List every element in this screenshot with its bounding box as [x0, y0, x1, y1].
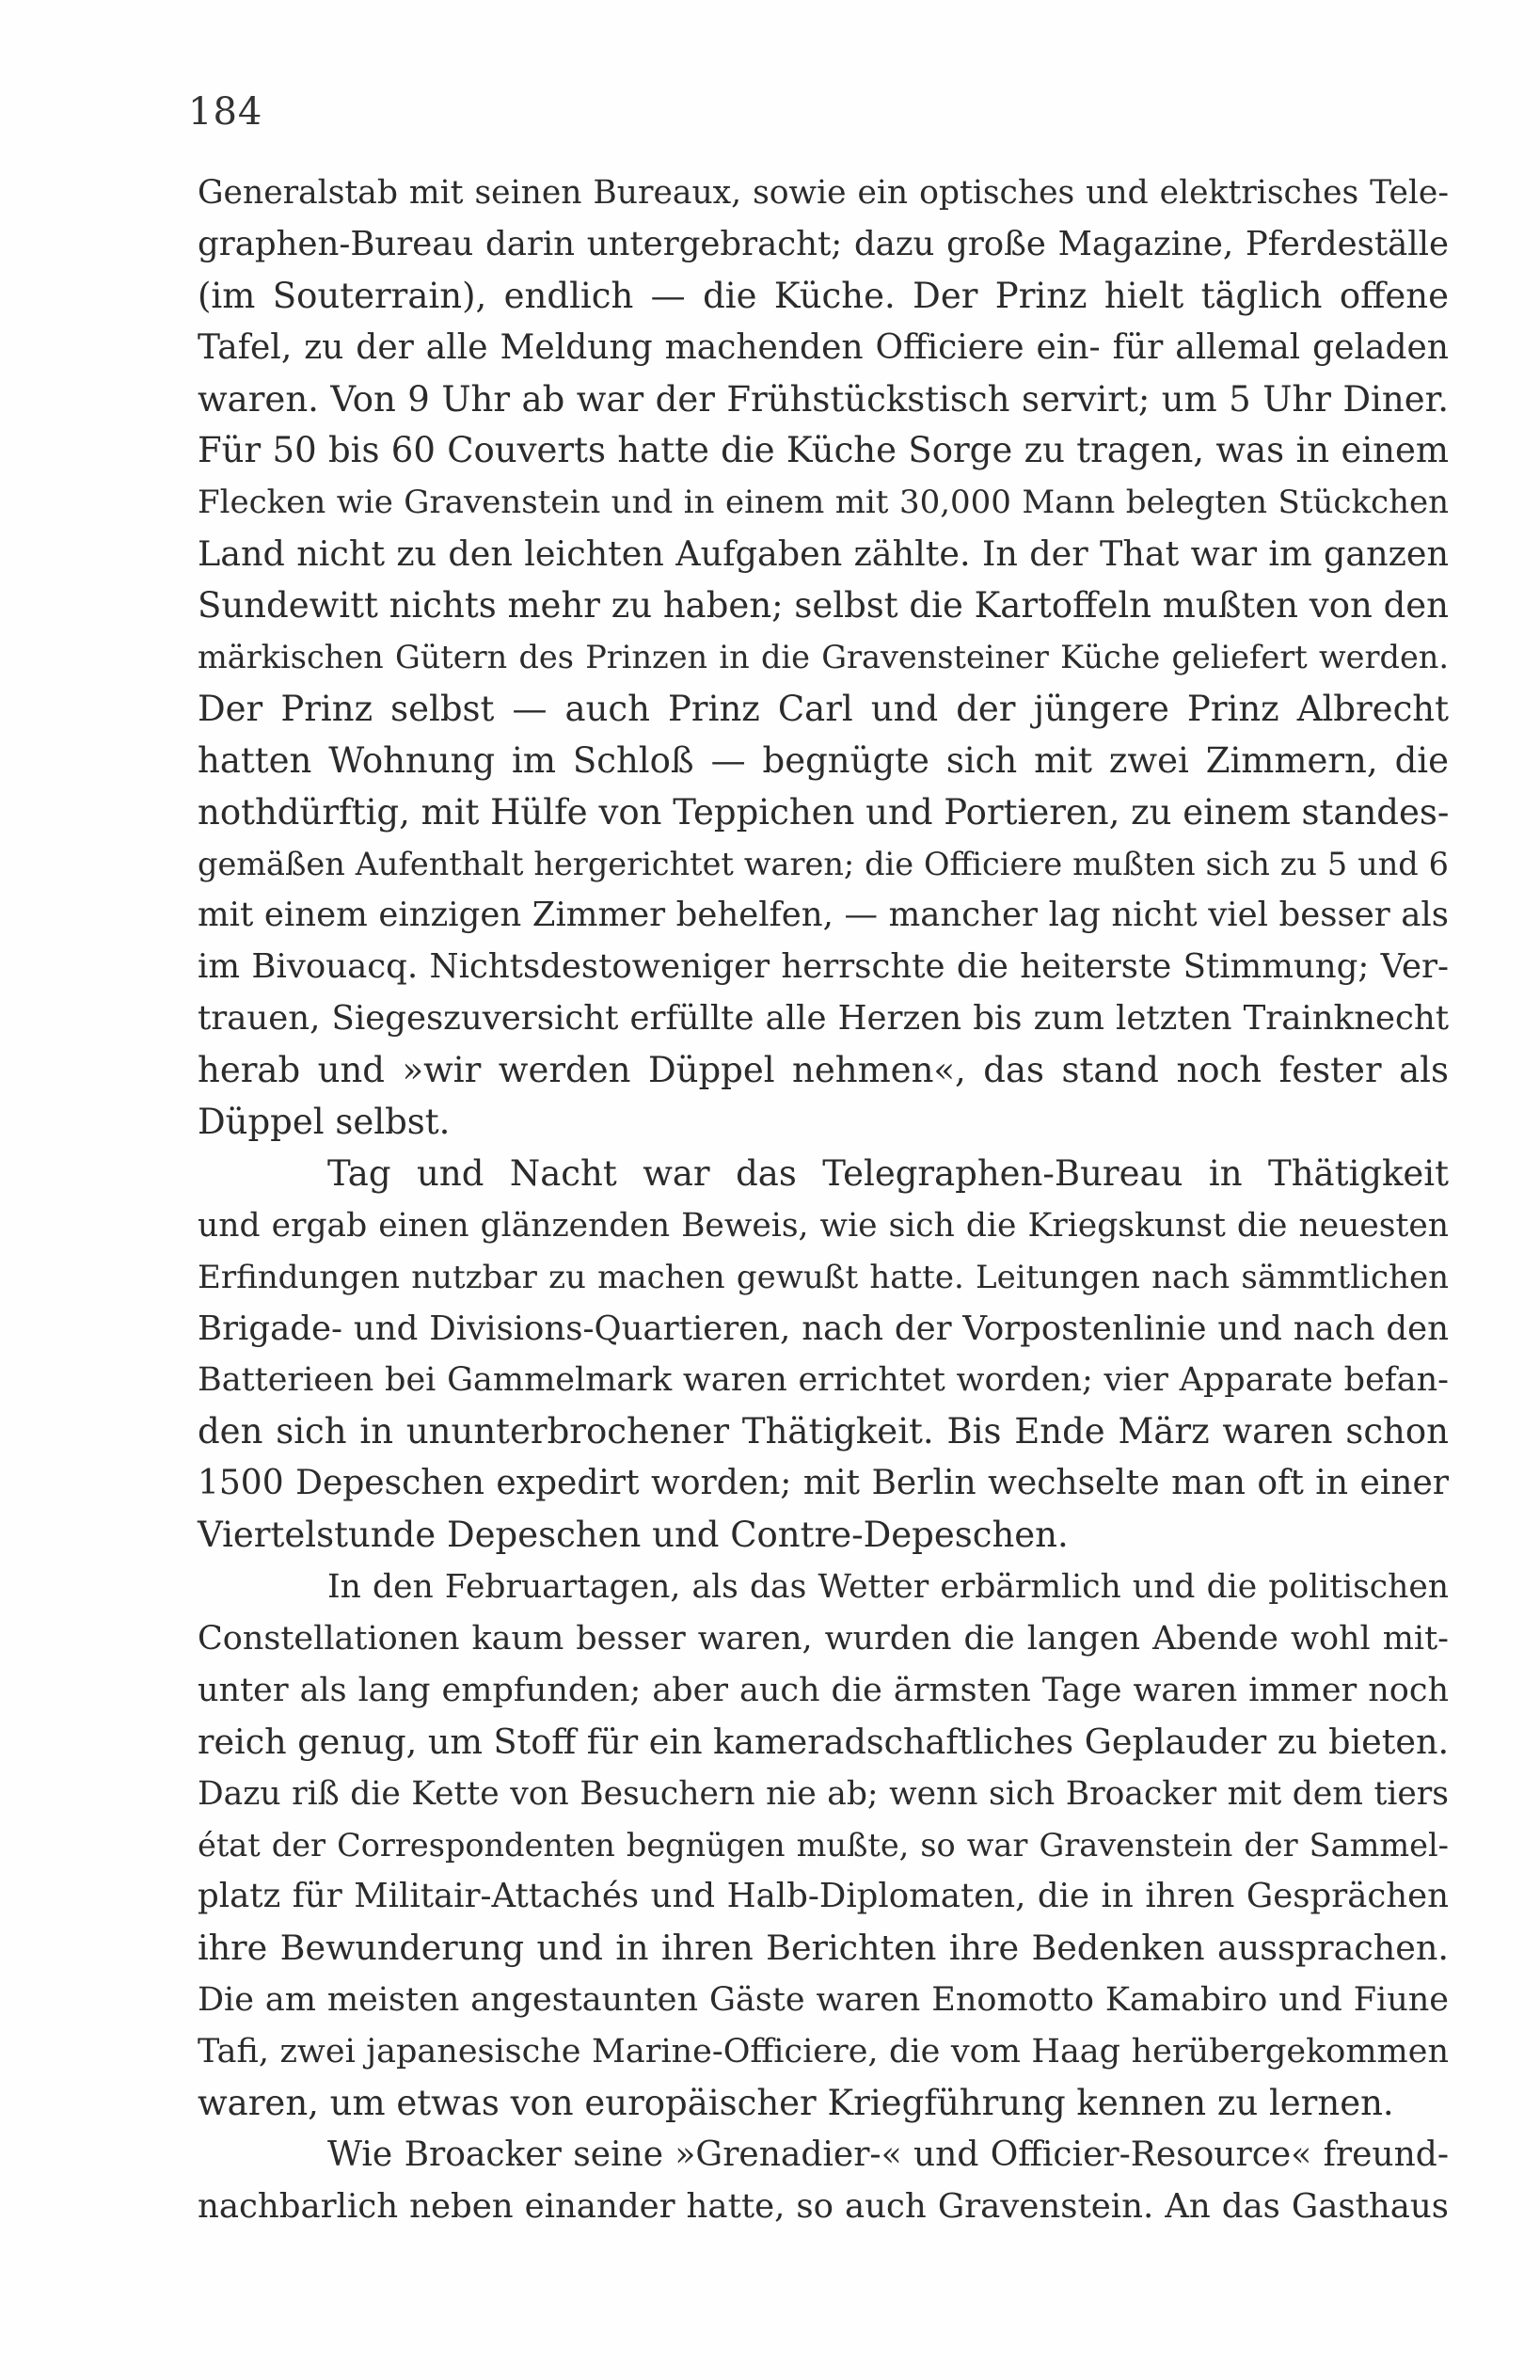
- text-line: Land nicht zu den leichten Aufgaben zählte. In der That war im ganzen: [198, 533, 1449, 575]
- text-line: Constellationen kaum besser waren, wurden die langen Abende wohl mit-: [198, 1619, 1449, 1658]
- text-line: Wie Broacker seine »Grenadier-« und Officier-Resource« freund-: [327, 2134, 1449, 2174]
- text-line: état der Correspondenten begnügen mußte, so war Gravenstein der Sammel-: [198, 1826, 1449, 1864]
- text-line: Der Prinz selbst — auch Prinz Carl und der jüngere Prinz Albrecht: [198, 688, 1449, 729]
- text-line: Brigade- und Divisions-Quartieren, nach der Vorpostenlinie und nach den: [198, 1309, 1449, 1348]
- text-line: ihre Bewunderung und in ihren Berichten ihre Bedenken aussprachen.: [198, 1928, 1449, 1969]
- text-line: Düppel selbst.: [198, 1102, 451, 1143]
- text-line: Sundewitt nichts mehr zu haben; selbst die Kartoffeln mußten von den: [198, 585, 1449, 627]
- text-line: Viertelstunde Depeschen und Contre-Depeschen.: [198, 1515, 1069, 1556]
- text-line: mit einem einzigen Zimmer behelfen, — mancher lag nicht viel besser als: [198, 896, 1449, 935]
- text-line: Für 50 bis 60 Couverts hatte die Küche Sorge zu tragen, was in einem: [198, 430, 1449, 471]
- text-line: Erfindungen nutzbar zu machen gewußt hatte. Leitungen nach sämmtlichen: [198, 1258, 1449, 1296]
- text-line: waren. Von 9 Uhr ab war der Frühstückstisch servirt; um 5 Uhr Diner.: [198, 378, 1449, 420]
- text-line: (im Souterrain), endlich — die Küche. Der Prinz hielt täglich offene: [198, 275, 1449, 316]
- text-line: nothdürftig, mit Hülfe von Teppichen und Portieren, zu einem standes-: [198, 791, 1450, 833]
- text-line: herab und »wir werden Düppel nehmen«, das stand noch fester als: [198, 1050, 1449, 1091]
- text-line: unter als lang empfunden; aber auch die ärmsten Tage waren immer noch: [198, 1671, 1449, 1709]
- body-text: [198, 167, 1449, 2233]
- text-line: 1500 Depeschen expedirt worden; mit Berlin wechselte man oft in einer: [198, 1464, 1449, 1503]
- text-line: Tafel, zu der alle Meldung machenden Officiere ein- für allemal geladen: [198, 327, 1449, 367]
- text-line: reich genug, um Stoff für ein kameradschaftliches Geplauder zu bieten.: [198, 1721, 1450, 1762]
- text-line: trauen, Siegeszuversicht erfüllte alle Herzen bis zum letzten Trainknecht: [198, 999, 1449, 1039]
- text-line: und ergab einen glänzenden Beweis, wie sich die Kriegskunst die neuesten: [198, 1206, 1449, 1245]
- text-line: Flecken wie Gravenstein und in einem mit 30,000 Mann belegten Stückchen: [198, 484, 1449, 522]
- text-line: Generalstab mit seinen Bureaux, sowie ein optisches und elektrisches Tele-: [198, 174, 1449, 212]
- text-line: nachbarlich neben einander hatte, so auch Gravenstein. An das Gasthaus: [198, 2186, 1449, 2226]
- text-line: waren, um etwas von europäischer Kriegführung kennen zu lernen.: [198, 2082, 1394, 2123]
- text-line: den sich in ununterbrochener Thätigkeit. Bis Ende März waren schon: [198, 1411, 1449, 1452]
- page-number: 184: [188, 90, 263, 134]
- text-line: platz für Militair-Attachés und Halb-Diplomaten, die in ihren Gesprächen: [198, 1877, 1449, 1916]
- text-line: Dazu riß die Kette von Besuchern nie ab; wenn sich Broacker mit dem tiers: [198, 1774, 1449, 1813]
- text-line: graphen-Bureau darin untergebracht; dazu große Magazine, Pferdeställe: [198, 224, 1449, 263]
- text-line: In den Februartagen, als das Wetter erbärmlich und die politischen: [327, 1568, 1449, 1607]
- text-line: hatten Wohnung im Schloß — begnügte sich mit zwei Zimmern, die: [198, 739, 1449, 781]
- text-line: im Bivouacq. Nichtsdestoweniger herrschte die heiterste Stimmung; Ver-: [198, 947, 1449, 987]
- text-line: gemäßen Aufenthalt hergerichtet waren; die Officiere mußten sich zu 5 und 6: [198, 845, 1449, 882]
- text-line: Batterieen bei Gammelmark waren errichtet worden; vier Apparate befan-: [198, 1361, 1449, 1400]
- text-line: märkischen Gütern des Prinzen in die Gravensteiner Küche geliefert werden.: [198, 639, 1449, 676]
- text-line: Die am meisten angestaunten Gäste waren Enomotto Kamabiro und Fiune: [198, 1981, 1449, 2020]
- text-line: Tag und Nacht war das Telegraphen-Bureau in Thätigkeit: [327, 1152, 1449, 1194]
- text-line: Tafi, zwei japanesische Marine-Officiere, die vom Haag herübergekommen: [198, 2033, 1449, 2071]
